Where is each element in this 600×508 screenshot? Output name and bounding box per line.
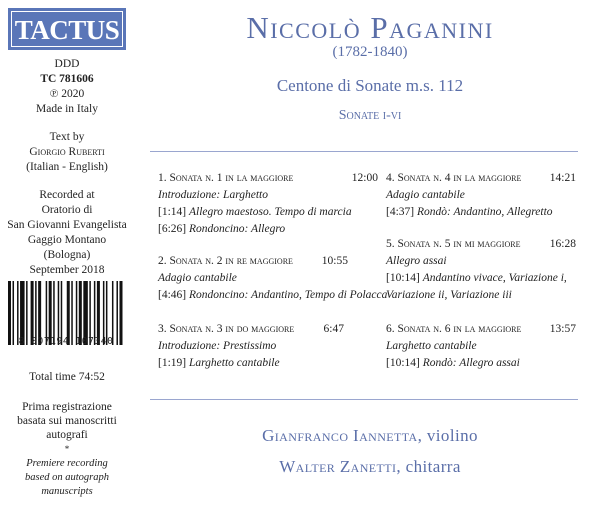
top-divider [150,151,578,152]
recorded-line: September 2018 [29,264,105,276]
text-by-name: Giorgio Ruberti [29,146,105,158]
track-title: 3. Sonata n. 3 in do maggiore [158,323,295,335]
catalog-number: TC 781606 [40,73,94,85]
recorded-line: (Bologna) [43,249,91,261]
movement-title: Rondò: Allegro assai [422,357,520,369]
track-time: 10:55 [321,255,348,267]
star-separator: * [64,444,70,454]
recorded-line: Gaggio Montano [27,234,107,246]
movement-title: Introduzione: Prestissimo [158,340,277,352]
movement-title: Larghetto cantabile [386,340,477,352]
note-italian-line: Prima registrazione [22,401,112,413]
movement-timestamp: [10:14] [386,272,420,284]
work-title [230,76,510,96]
composer-name: Niccolò Paganini [246,10,494,45]
movement-title: Rondò: Andantino, Allegretto [416,206,553,218]
track-time: 13:57 [549,323,576,335]
track-5 [386,236,576,304]
work-title-text: Centone di Sonate m.s. 112 [276,76,464,95]
barcode-digits: 8 007194 107340 [18,336,114,347]
total-time: Total time 74:52 [29,371,105,383]
movement-title: Variazione ii, Variazione iii [386,289,512,301]
track-1 [158,170,378,238]
recorded-line: Oratorio di [41,204,93,216]
track-time: 6:47 [323,323,344,335]
movement-title: Adagio cantabile [158,272,237,284]
movement-timestamp: [4:37] [386,206,415,218]
track-time: 14:21 [549,172,576,184]
track-4 [386,170,576,221]
movement-title: Adagio cantabile [386,189,465,201]
movement-timestamp: [6:26] [158,223,187,235]
track-title: 6. Sonata n. 6 in la maggiore [386,323,522,335]
recorded-line: San Giovanni Evangelista [7,219,127,231]
movement-timestamp: [1:14] [158,206,187,218]
movement-title: Allegro assai [386,255,447,267]
composer-dates: (1782-1840) [332,44,408,60]
movement-title: Rondoncino: Andantino, Tempo di Polacca [188,289,388,301]
track-title: 5. Sonata n. 5 in mi maggiore [386,238,521,250]
note-italian-line: autografi [46,429,88,441]
track-title: 2. Sonata n. 2 in re maggiore [158,255,293,267]
text-by-label: Text by [49,131,85,143]
track-title: 1. Sonata n. 1 in la maggiore [158,172,294,184]
movement-title: Andantino vivace, Variazione i, [422,272,567,284]
track-time: 16:28 [549,238,576,250]
bottom-divider [150,399,578,400]
track-2 [158,253,388,304]
movement-title: Rondoncino: Allegro [188,223,286,235]
track-6 [386,321,576,372]
phonogram-year: ℗ 2020 [49,88,85,100]
performer-name: Walter Zanetti [279,457,397,476]
performer-guitar [220,457,520,477]
performer-instrument: , violino [417,426,478,445]
note-english-line: based on autograph [25,472,109,483]
movement-title: Larghetto cantabile [188,357,280,369]
movement-title: Allegro maestoso. Tempo di marcia [188,206,352,218]
performer-instrument: , chitarra [396,457,461,476]
label-info-column [0,0,134,508]
movement-timestamp: [10:14] [386,357,420,369]
performer-name: Gianfranco Iannetta [262,426,418,445]
format-ddd: DDD [54,58,80,70]
recorded-line: Recorded at [39,189,95,201]
movement-timestamp: [1:19] [158,357,187,369]
tactus-logo [8,8,126,50]
performer-violin [220,426,520,446]
logo-text: TACTUS [11,11,123,47]
work-subtitle: Sonate i-vi [338,108,402,123]
track-3 [158,321,344,372]
track-title: 4. Sonata n. 4 in la maggiore [386,172,522,184]
text-by-languages: (Italian - English) [26,161,108,173]
note-english-line: manuscripts [41,486,93,497]
movement-title: Introduzione: Larghetto [158,189,268,201]
track-time: 12:00 [351,172,378,184]
note-italian-line: basata sui manoscritti [17,415,117,427]
movement-timestamp: [4:46] [158,289,187,301]
origin: Made in Italy [36,103,98,115]
note-english-line: Premiere recording [26,458,108,469]
